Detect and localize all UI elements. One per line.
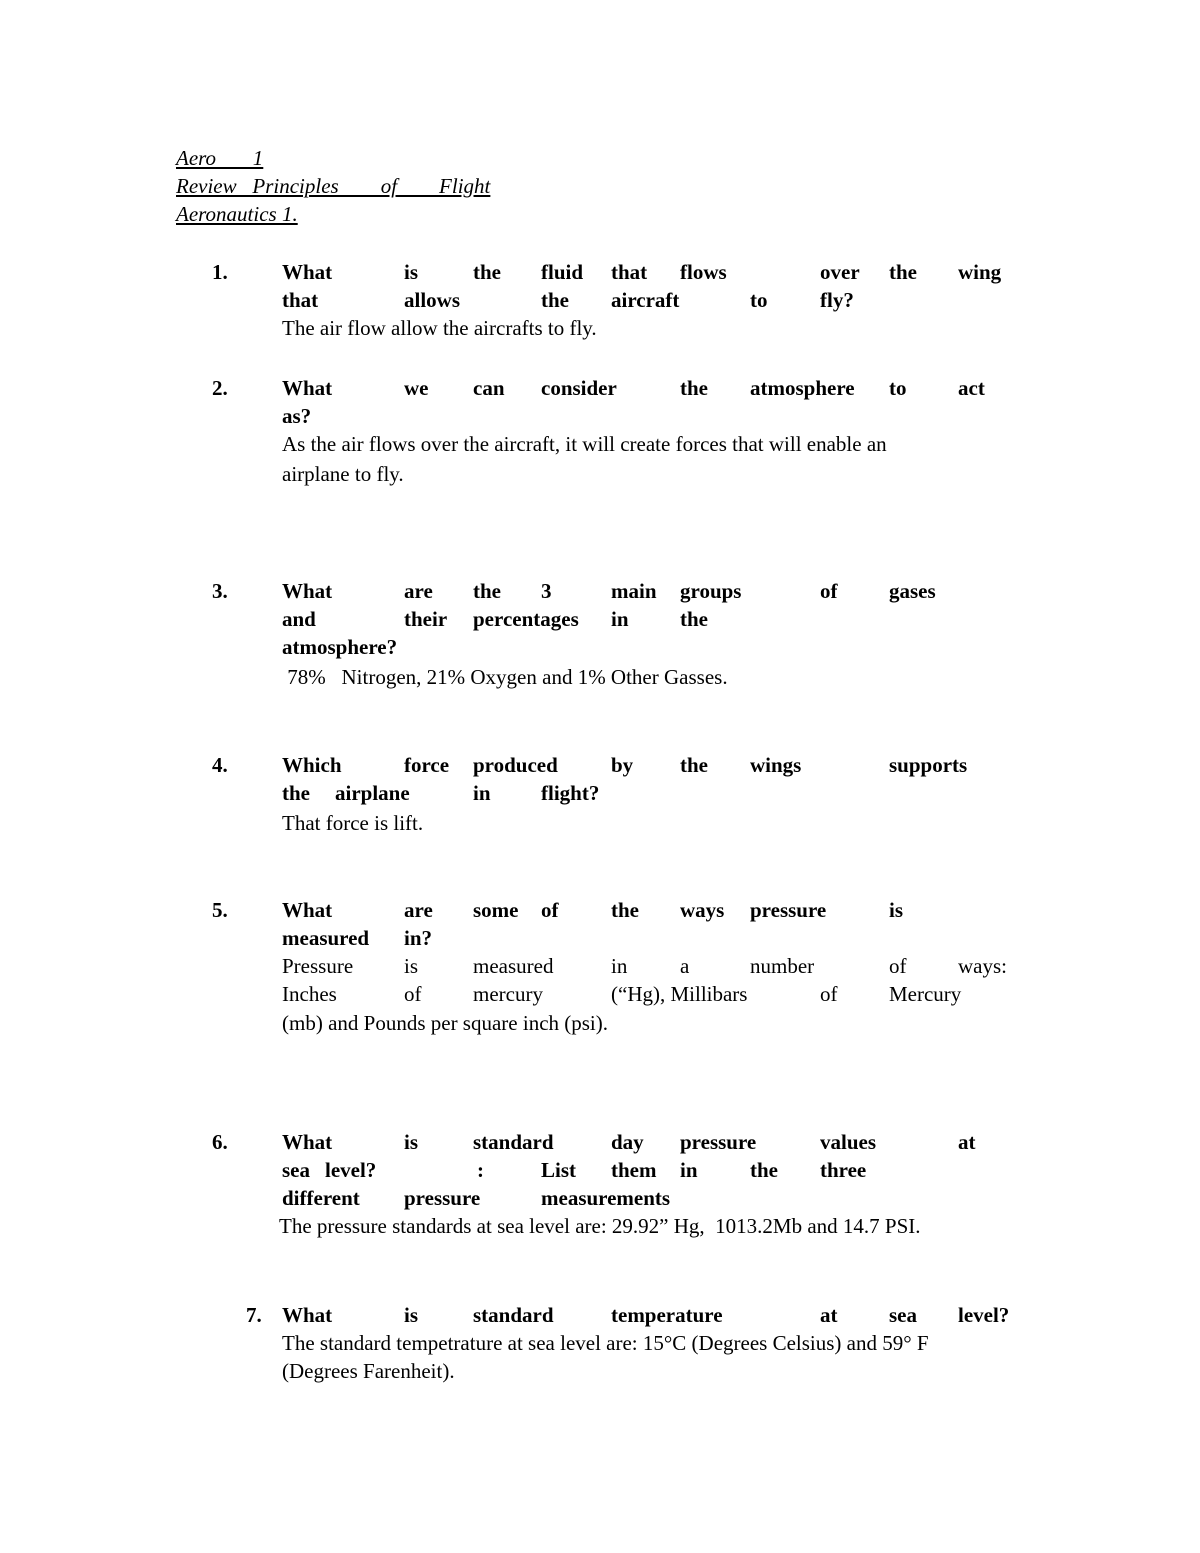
- question-word: ways: [680, 898, 725, 922]
- question-word: main: [611, 579, 657, 603]
- answer-word: of: [404, 982, 422, 1006]
- question-word: flows: [680, 260, 727, 284]
- question-word: to: [889, 376, 907, 400]
- question-word: as?: [282, 404, 312, 428]
- question-number: 7.: [246, 1303, 262, 1327]
- question-word: aircraft: [611, 288, 680, 312]
- question-number: 4.: [212, 753, 228, 777]
- answer-word: a: [680, 954, 690, 978]
- question-word: atmosphere?: [282, 635, 398, 659]
- answer-text: The standard tempetrature at sea level are: 15°C (Degrees Celsius) and 59° F: [282, 1331, 929, 1355]
- question-word: at: [958, 1130, 976, 1154]
- answer-word: Inches: [282, 982, 337, 1006]
- question-word: allows: [404, 288, 461, 312]
- answer-text: (Degrees Farenheit).: [282, 1359, 455, 1383]
- question-word: pressure: [750, 898, 827, 922]
- question-word: of: [541, 898, 559, 922]
- question-word: supports: [889, 753, 968, 777]
- question-word: :: [477, 1158, 484, 1182]
- question-word: is: [404, 1130, 419, 1154]
- question-word: them: [611, 1158, 657, 1182]
- question-word: measurements: [541, 1186, 671, 1210]
- question-word: the: [889, 260, 917, 284]
- answer-text: As the air flows over the aircraft, it will create forces that will enable an: [282, 432, 887, 456]
- question-number: 5.: [212, 898, 228, 922]
- answer-word: Mercury: [889, 982, 962, 1006]
- question-word: at: [820, 1303, 838, 1327]
- question-number: 3.: [212, 579, 228, 603]
- question-word: List: [541, 1158, 577, 1182]
- question-word: their: [404, 607, 448, 631]
- question-word: in: [680, 1158, 698, 1182]
- question-word: are: [404, 898, 433, 922]
- question-word: values: [820, 1130, 877, 1154]
- question-word: act: [958, 376, 985, 400]
- answer-word: mercury: [473, 982, 543, 1006]
- question-word: wings: [750, 753, 802, 777]
- question-word: the: [611, 898, 639, 922]
- question-word: force: [404, 753, 450, 777]
- header-course: Aero 1: [176, 146, 264, 170]
- answer-word: of: [820, 982, 838, 1006]
- question-word: What: [282, 376, 333, 400]
- answer-word: (“Hg), Millibars: [611, 982, 748, 1006]
- question-word: temperature: [611, 1303, 723, 1327]
- question-number: 1.: [212, 260, 228, 284]
- answer-text: airplane to fly.: [282, 462, 404, 486]
- question-word: the: [473, 579, 501, 603]
- question-word: the: [750, 1158, 778, 1182]
- header-subject: Aeronautics 1.: [176, 202, 298, 226]
- question-word: over: [820, 260, 860, 284]
- question-word: What: [282, 1130, 333, 1154]
- question-word: different: [282, 1186, 360, 1210]
- question-word: What: [282, 579, 333, 603]
- question-word: of: [820, 579, 838, 603]
- question-number: 2.: [212, 376, 228, 400]
- question-word: in?: [404, 926, 433, 950]
- question-word: to: [750, 288, 768, 312]
- question-word: that: [611, 260, 648, 284]
- question-word: are: [404, 579, 433, 603]
- question-word: level?: [325, 1158, 377, 1182]
- answer-word: in: [611, 954, 628, 978]
- question-word: sea: [889, 1303, 917, 1327]
- question-word: What: [282, 260, 333, 284]
- question-word: pressure: [404, 1186, 481, 1210]
- question-word: What: [282, 1303, 333, 1327]
- question-word: some: [473, 898, 519, 922]
- question-word: the: [473, 260, 501, 284]
- answer-word: Pressure: [282, 954, 354, 978]
- header-title: Review Principles of Flight: [176, 174, 491, 198]
- question-word: percentages: [473, 607, 579, 631]
- question-word: sea: [282, 1158, 310, 1182]
- question-word: the: [680, 607, 708, 631]
- question-word: atmosphere: [750, 376, 855, 400]
- answer-text: The air flow allow the aircrafts to fly.: [282, 316, 597, 340]
- question-word: the: [282, 781, 310, 805]
- answer-word: of: [889, 954, 907, 978]
- question-word: level?: [958, 1303, 1010, 1327]
- question-word: fly?: [820, 288, 854, 312]
- question-word: produced: [473, 753, 558, 777]
- answer-text: (mb) and Pounds per square inch (psi).: [282, 1011, 609, 1035]
- question-word: three: [820, 1158, 867, 1182]
- answer-word: measured: [473, 954, 554, 978]
- question-number: 6.: [212, 1130, 228, 1154]
- question-word: the: [680, 376, 708, 400]
- answer-text: 78% Nitrogen, 21% Oxygen and 1% Other Gasses.: [282, 665, 728, 689]
- question-word: What: [282, 898, 333, 922]
- question-word: 3: [541, 579, 552, 603]
- answer-text: The pressure standards at sea level are: 29.92” Hg, 1013.2Mb and 14.7 PSI.: [279, 1214, 921, 1238]
- question-word: by: [611, 753, 634, 777]
- question-word: in: [473, 781, 491, 805]
- answer-text: That force is lift.: [282, 811, 424, 835]
- question-word: pressure: [680, 1130, 757, 1154]
- question-word: we: [404, 376, 429, 400]
- question-word: consider: [541, 376, 617, 400]
- question-word: standard: [473, 1130, 554, 1154]
- question-word: gases: [889, 579, 936, 603]
- question-word: is: [404, 260, 419, 284]
- question-word: in: [611, 607, 629, 631]
- question-word: standard: [473, 1303, 554, 1327]
- answer-word: ways:: [958, 954, 1007, 978]
- question-word: fluid: [541, 260, 584, 284]
- question-word: measured: [282, 926, 370, 950]
- question-word: is: [404, 1303, 419, 1327]
- answer-word: is: [404, 954, 419, 978]
- question-word: is: [889, 898, 904, 922]
- question-word: airplane: [335, 781, 410, 805]
- question-word: that: [282, 288, 319, 312]
- question-word: wing: [958, 260, 1002, 284]
- question-word: the: [680, 753, 708, 777]
- question-word: Which: [282, 753, 342, 777]
- question-word: day: [611, 1130, 644, 1154]
- question-word: can: [473, 376, 505, 400]
- answer-word: number: [750, 954, 815, 978]
- question-word: and: [282, 607, 316, 631]
- question-word: groups: [680, 579, 742, 603]
- question-word: the: [541, 288, 569, 312]
- question-word: flight?: [541, 781, 600, 805]
